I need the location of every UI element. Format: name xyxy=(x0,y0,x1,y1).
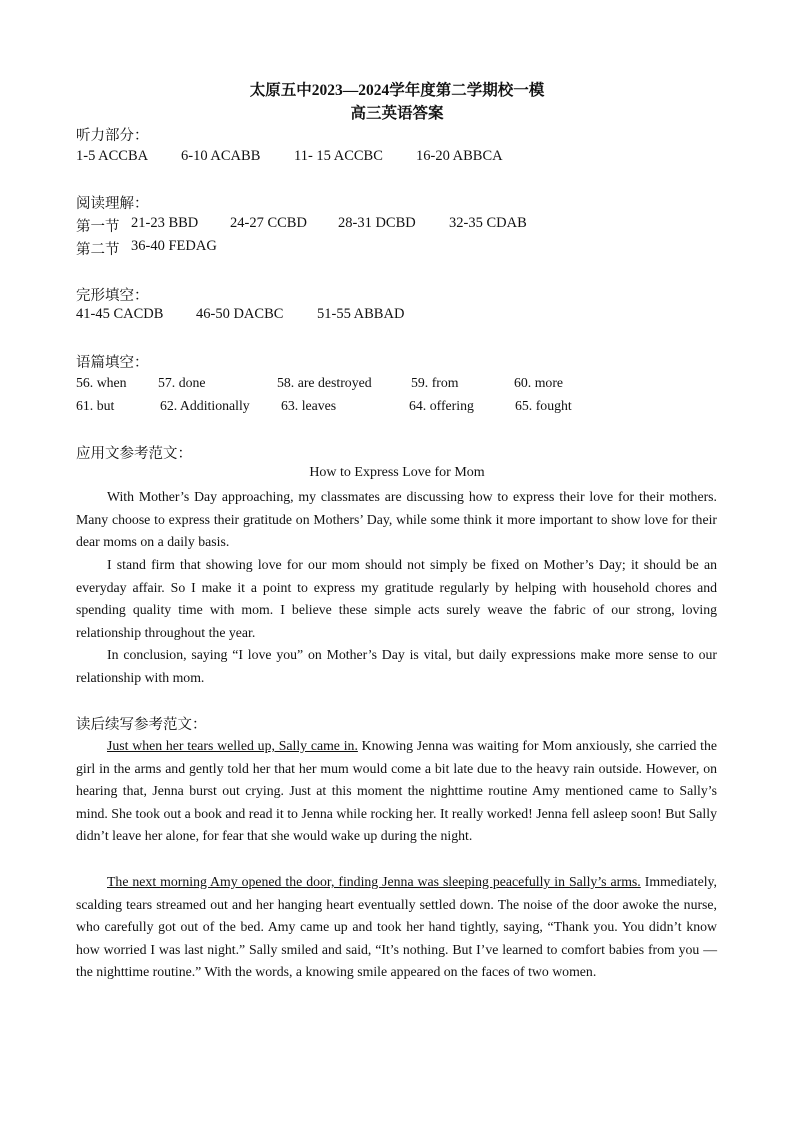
grammar-answer: 57. done xyxy=(158,375,206,390)
grammar-heading: 语篇填空： xyxy=(76,355,149,371)
essay-paragraph: I stand firm that showing love for our mom should not simply be fixed on Mother’s Day; it should be an everyday affair. So I make it a point to express my gratitude regularly by helping with household chores and spending quality time with mom. I believe these simple acts surely weave the fabric of our strong, loving relationship throughout the year. xyxy=(76,557,717,640)
answer-group: 6-10 ACABB xyxy=(181,148,261,164)
answer-group: 32-35 CDAB xyxy=(449,215,527,231)
section-label: 第一节 xyxy=(76,219,120,235)
answer-group: 28-31 DCBD xyxy=(338,215,416,231)
continuation-paragraph xyxy=(76,735,717,848)
grammar-answer: 56. when xyxy=(76,375,127,390)
answer-group: 24-27 CCBD xyxy=(230,215,307,231)
grammar-answer: 59. from xyxy=(411,375,459,390)
essay-paragraph: With Mother’s Day approaching, my classmates are discussing how to express their love for their mothers. Many choose to express their gratitude on Mothers’ Day, while some think it more important to show love for their dear moms on a daily basis. xyxy=(76,489,717,550)
essay-paragraph: In conclusion, saying “I love you” on Mother’s Day is vital, but daily expressions make more sense to our relationship with mom. xyxy=(76,647,717,685)
section-label: 第二节 xyxy=(76,242,120,258)
continuation-paragraph xyxy=(76,871,717,984)
cloze-heading: 完形填空： xyxy=(76,288,149,304)
answer-group: 1-5 ACCBA xyxy=(76,148,149,164)
grammar-answer: 61. but xyxy=(76,398,115,413)
grammar-answer: 62. Additionally xyxy=(160,398,250,413)
underlined-opening-sentence: Just when her tears welled up, Sally came in. xyxy=(107,738,358,753)
practical-writing-heading: 应用文参考范文： xyxy=(76,446,192,462)
underlined-opening-sentence: The next morning Amy opened the door, finding Jenna was sleeping peacefully in Sally’s arms. xyxy=(107,874,641,889)
grammar-answer: 58. are destroyed xyxy=(277,375,372,390)
grammar-answer: 65. fought xyxy=(515,398,572,413)
listening-heading: 听力部分： xyxy=(76,128,149,144)
answer-group: 41-45 CACDB xyxy=(76,306,164,322)
document-title: 太原五中2023—2024学年度第二学期校一模 xyxy=(249,82,545,99)
grammar-answer: 64. offering xyxy=(409,398,474,413)
paragraph-body: Knowing Jenna was waiting for Mom anxiously, she carried the girl in the arms and gently told her that her mum would come a bit late due to the heavy rain outside. However, on hearing that, Jenna burst out crying. Just at this moment the nighttime routine Amy mentioned came to Sally’s mind. She took out a book and read it to Jenna while rocking her. It really worked! Jenna fell asleep soon! But Sally didn’t leave her alone, for fear that she would wake up during the night. xyxy=(76,738,717,844)
answer-group: 46-50 DACBC xyxy=(196,306,284,322)
answer-group: 21-23 BBD xyxy=(131,215,199,231)
grammar-answer: 60. more xyxy=(514,375,564,390)
answer-group: 11- 15 ACCBC xyxy=(294,148,383,164)
answer-group: 51-55 ABBAD xyxy=(317,306,405,322)
paragraph-body: Immediately, scalding tears streamed out and her hanging heart eventually settled down. The noise of the door awoke the nurse, who carefully got out of the bed. Amy came up and took her hand tightly, saying, “Thank you. You didn’t know how worried I was last night.” Sally smiled and said, “It’s nothing. But I’ve learned to comfort babies from you — the nighttime routine.” With the words, a knowing smile appeared on the faces of two women. xyxy=(76,874,717,980)
reading-heading: 阅读理解： xyxy=(76,196,149,212)
answer-group: 16-20 ABBCA xyxy=(416,148,503,164)
document-subtitle: 高三英语答案 xyxy=(350,105,444,122)
essay-title: How to Express Love for Mom xyxy=(309,465,485,480)
grammar-answer: 63. leaves xyxy=(281,398,337,413)
continuation-heading: 读后续写参考范文： xyxy=(76,717,207,733)
answer-group: 36-40 FEDAG xyxy=(131,238,217,254)
